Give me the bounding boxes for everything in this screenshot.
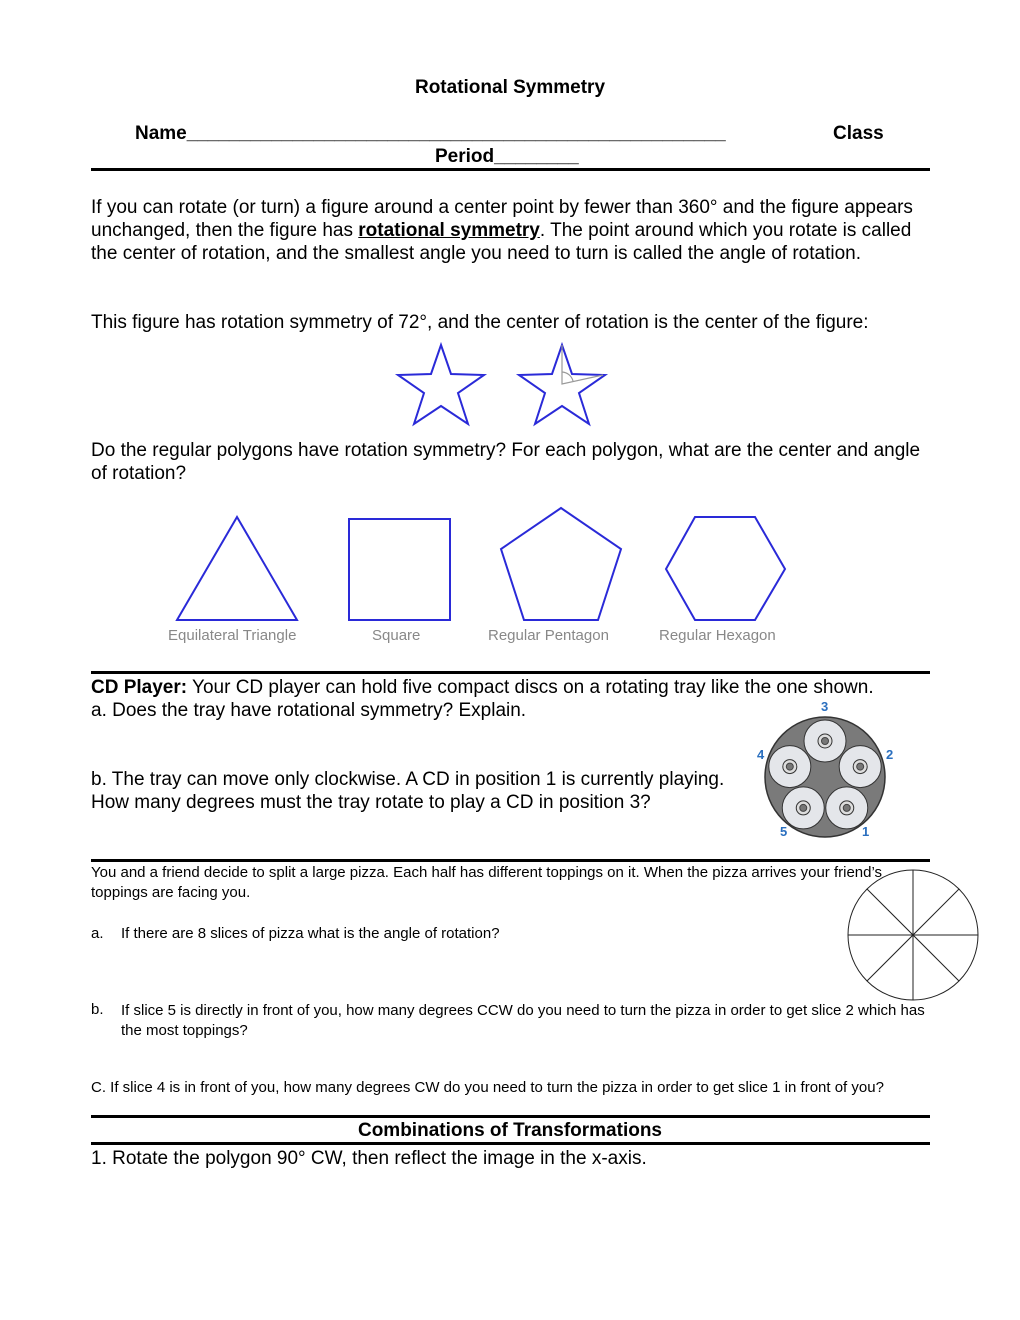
pizza-question-b: If slice 5 is directly in front of you, how many degrees CCW do you need to turn the pizza in order to get slice 2 which has the most toppings? bbox=[121, 1002, 925, 1039]
square-shape bbox=[349, 519, 450, 620]
triangle-shape bbox=[177, 517, 297, 620]
pizza-question-c: C. If slice 4 is in front of you, how many degrees CW do you need to turn the pizza in order to get slice 1 in front of you? bbox=[91, 1079, 884, 1096]
cd-position-5: 5 bbox=[780, 824, 788, 839]
period-label: Period bbox=[435, 146, 495, 167]
section-divider-top bbox=[91, 1115, 930, 1118]
cd-disc bbox=[839, 746, 881, 788]
pizza-divider bbox=[91, 859, 930, 862]
period-line: ________ bbox=[494, 146, 579, 167]
cd-position-1: 1 bbox=[862, 824, 870, 839]
class-label: Class bbox=[833, 123, 884, 144]
page-title: Rotational Symmetry bbox=[414, 77, 606, 98]
star-text: This figure has rotation symmetry of 72°, and the center of rotation is the center of the figure: bbox=[91, 312, 869, 333]
section-divider-bottom bbox=[91, 1142, 930, 1145]
name-line: ___________________________________________________ bbox=[186, 123, 726, 144]
caption-hexagon: Regular Hexagon bbox=[659, 627, 776, 644]
key-term: rotational symmetry bbox=[358, 220, 540, 241]
section-title: Combinations of Transformations bbox=[357, 1120, 663, 1141]
star-figure bbox=[398, 345, 484, 424]
caption-pentagon: Regular Pentagon bbox=[488, 627, 609, 644]
cd-position-2: 2 bbox=[886, 747, 894, 762]
pizza-question-a: If there are 8 slices of pizza what is the angle of rotation? bbox=[121, 925, 500, 942]
cd-disc bbox=[769, 746, 811, 788]
cd-question-a: a. Does the tray have rotational symmetry? Explain. bbox=[91, 700, 527, 721]
intro-paragraph: If you can rotate (or turn) a figure around a center point by fewer than 360° and the figure appears unchanged, then the figure has rotational symmetry. The point around which you rotate is called the center of rotation, and the smallest angle you need to turn is called the angle of rotation. bbox=[91, 197, 913, 264]
cd-position-4: 4 bbox=[757, 747, 765, 762]
cd-disc bbox=[826, 787, 868, 829]
pizza-intro: You and a friend decide to split a large pizza. Each half has different toppings on it. When the pizza arrives your friend’s toppings are facing you. bbox=[91, 864, 883, 901]
cd-tray bbox=[765, 717, 885, 837]
cd-position-3: 3 bbox=[821, 699, 829, 714]
cd-intro: CD Player: Your CD player can hold five compact discs on a rotating tray like the one shown. bbox=[91, 677, 874, 698]
cd-disc bbox=[782, 787, 824, 829]
pizza-qb-label: b. bbox=[91, 1001, 104, 1018]
cd-question-b: b. The tray can move only clockwise. A CD in position 1 is currently playing. How many degrees must the tray rotate to play a CD in position 3? bbox=[91, 769, 725, 813]
polygon-question: Do the regular polygons have rotation symmetry? For each polygon, what are the center and angle of rotation? bbox=[91, 440, 921, 484]
question-1: 1. Rotate the polygon 90° CW, then reflect the image in the x-axis. bbox=[91, 1148, 647, 1169]
caption-triangle: Equilateral Triangle bbox=[168, 627, 297, 644]
cd-disc bbox=[804, 720, 846, 762]
name-label: Name bbox=[135, 123, 187, 144]
cd-divider bbox=[91, 671, 930, 674]
pizza-qa-label: a. bbox=[91, 925, 104, 942]
pentagon-shape bbox=[501, 508, 621, 620]
hexagon-shape bbox=[666, 517, 785, 620]
caption-square: Square bbox=[372, 627, 421, 644]
